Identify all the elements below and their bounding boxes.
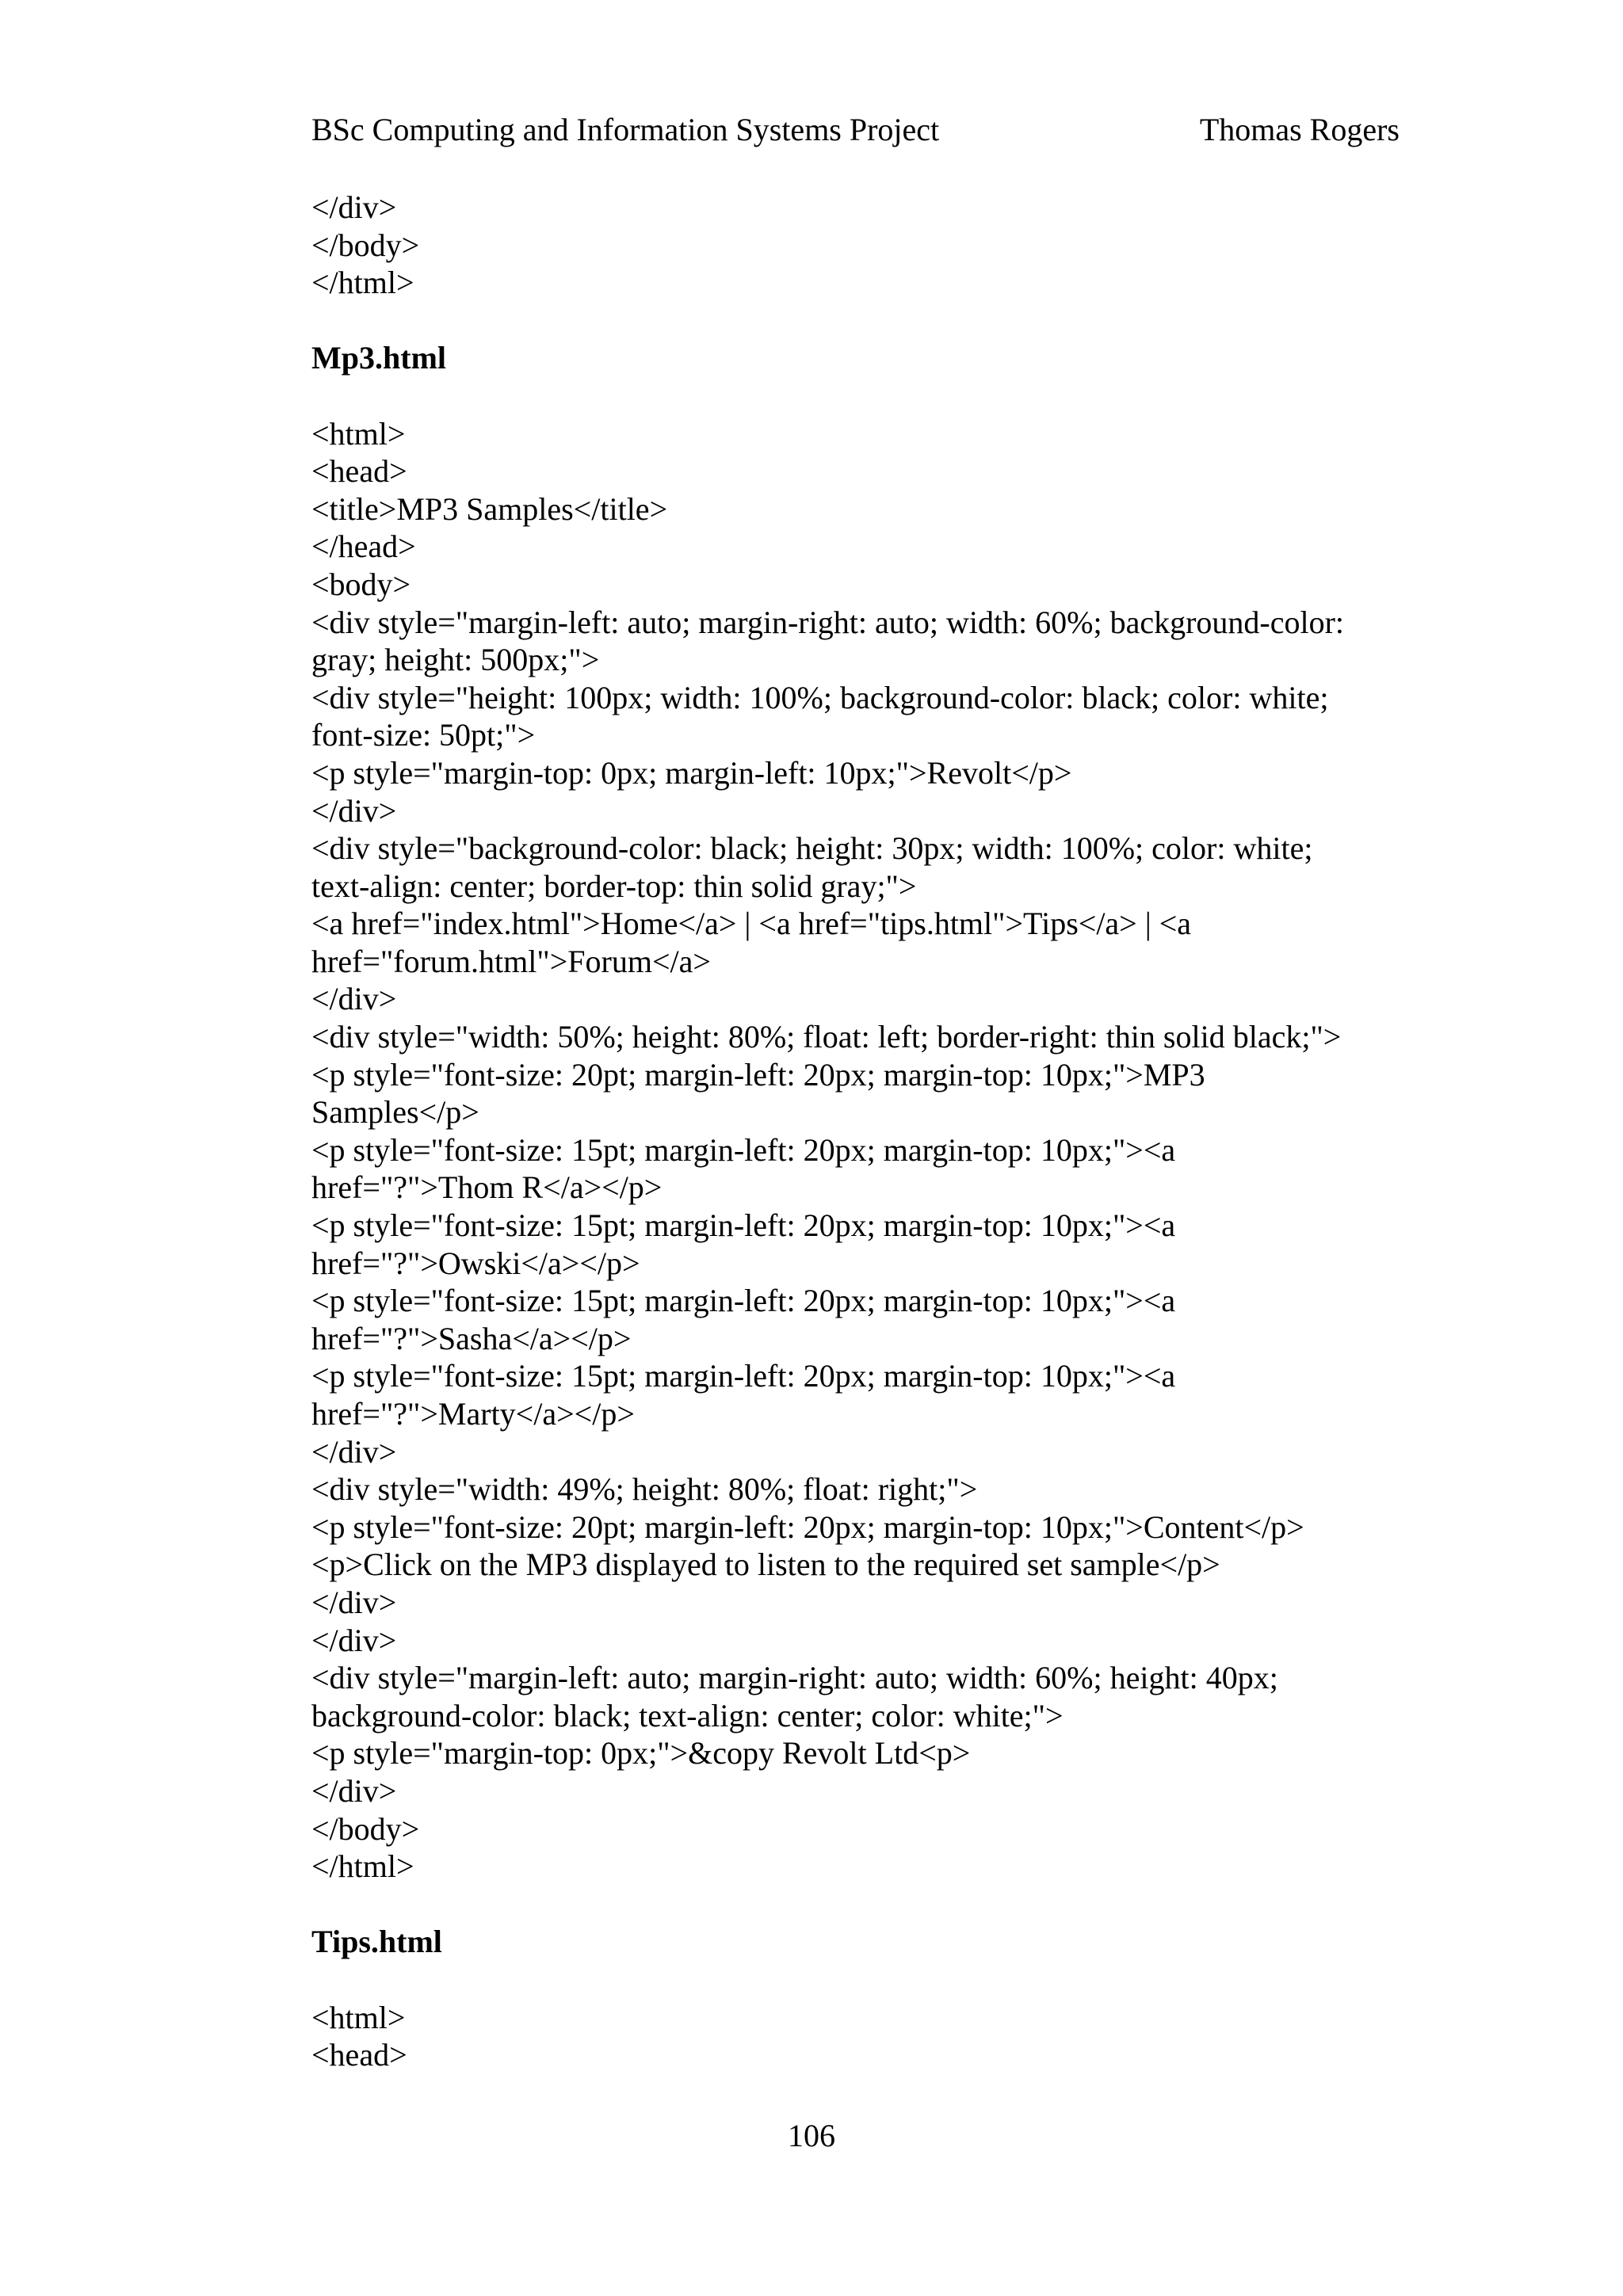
code-line: </body> — [311, 227, 420, 263]
code-line: <html> — [311, 1999, 406, 2035]
page-number: 106 — [788, 2118, 835, 2153]
code-line: </body> — [311, 1810, 420, 1847]
code-line: <a href="index.html">Home</a> | <a href="tips.html">Tips</a> | <a — [311, 906, 1192, 942]
tips-section-heading: Tips.html — [311, 1924, 442, 1960]
header-project-title: BSc Computing and Information Systems Project — [311, 112, 940, 147]
code-line: <div style="margin-left: auto; margin-right: auto; width: 60%; background-color: — [311, 604, 1345, 640]
code-line: Samples</p> — [311, 1094, 479, 1131]
code-line: <p style="font-size: 15pt; margin-left: 20px; margin-top: 10px;"><a — [311, 1358, 1176, 1394]
code-line: </div> — [311, 1433, 397, 1470]
code-line: <head> — [311, 2037, 407, 2073]
code-line: </div> — [311, 1622, 397, 1658]
page-content — [311, 189, 1405, 2074]
code-line: <p style="font-size: 20pt; margin-left: 20px; margin-top: 10px;">Content</p> — [311, 1508, 1304, 1545]
code-line: </div> — [311, 981, 397, 1017]
code-line: <div style="margin-left: auto; margin-right: auto; width: 60%; height: 40px; — [311, 1660, 1278, 1696]
code-line: <html> — [311, 415, 406, 452]
header-author: Thomas Rogers — [1199, 112, 1400, 147]
code-line: href="?">Owski</a></p> — [311, 1245, 640, 1281]
running-header — [311, 111, 1400, 149]
code-line: background-color: black; text-align: center; color: white;"> — [311, 1697, 1064, 1733]
mp3-section-heading: Mp3.html — [311, 340, 446, 376]
code-line: text-align: center; border-top: thin solid gray;"> — [311, 868, 917, 904]
tips-code-block — [311, 1999, 1405, 2074]
code-line: <p style="margin-top: 0px; margin-left: 10px;">Revolt</p> — [311, 754, 1072, 791]
code-line: <p style="font-size: 15pt; margin-left: 20px; margin-top: 10px;"><a — [311, 1283, 1176, 1319]
code-line: </div> — [311, 1772, 397, 1809]
code-line: <body> — [311, 566, 411, 602]
code-line: <p>Click on the MP3 displayed to listen to the required set sample</p> — [311, 1547, 1220, 1583]
code-line: <p style="margin-top: 0px;">&copy Revolt Ltd<p> — [311, 1735, 971, 1772]
code-line: <div style="width: 50%; height: 80%; float: left; border-right: thin solid black;"> — [311, 1019, 1342, 1055]
intro-code-block — [311, 189, 1405, 302]
code-line: <div style="background-color: black; height: 30px; width: 100%; color: white; — [311, 830, 1313, 867]
code-line: href="?">Sasha</a></p> — [311, 1320, 632, 1356]
code-line: </html> — [311, 1848, 414, 1885]
code-line: font-size: 50pt;"> — [311, 717, 536, 753]
code-line: <p style="font-size: 15pt; margin-left: 20px; margin-top: 10px;"><a — [311, 1207, 1176, 1244]
code-line: </html> — [311, 265, 414, 301]
code-line: </div> — [311, 1584, 397, 1620]
code-line: <div style="width: 49%; height: 80%; float: right;"> — [311, 1471, 978, 1508]
code-line: <p style="font-size: 20pt; margin-left: 20px; margin-top: 10px;">MP3 — [311, 1056, 1205, 1093]
code-line: </head> — [311, 528, 416, 565]
code-line: href="?">Thom R</a></p> — [311, 1169, 663, 1206]
code-line: href="?">Marty</a></p> — [311, 1396, 635, 1432]
code-line: </div> — [311, 792, 397, 829]
code-line: <p style="font-size: 15pt; margin-left: 20px; margin-top: 10px;"><a — [311, 1131, 1176, 1168]
mp3-code-block — [311, 415, 1405, 1886]
code-line: </div> — [311, 189, 397, 225]
code-line: <title>MP3 Samples</title> — [311, 490, 668, 527]
code-line: href="forum.html">Forum</a> — [311, 943, 711, 979]
code-line: <div style="height: 100px; width: 100%; background-color: black; color: white; — [311, 679, 1329, 715]
code-line: <head> — [311, 453, 407, 490]
code-line: gray; height: 500px;"> — [311, 642, 600, 678]
